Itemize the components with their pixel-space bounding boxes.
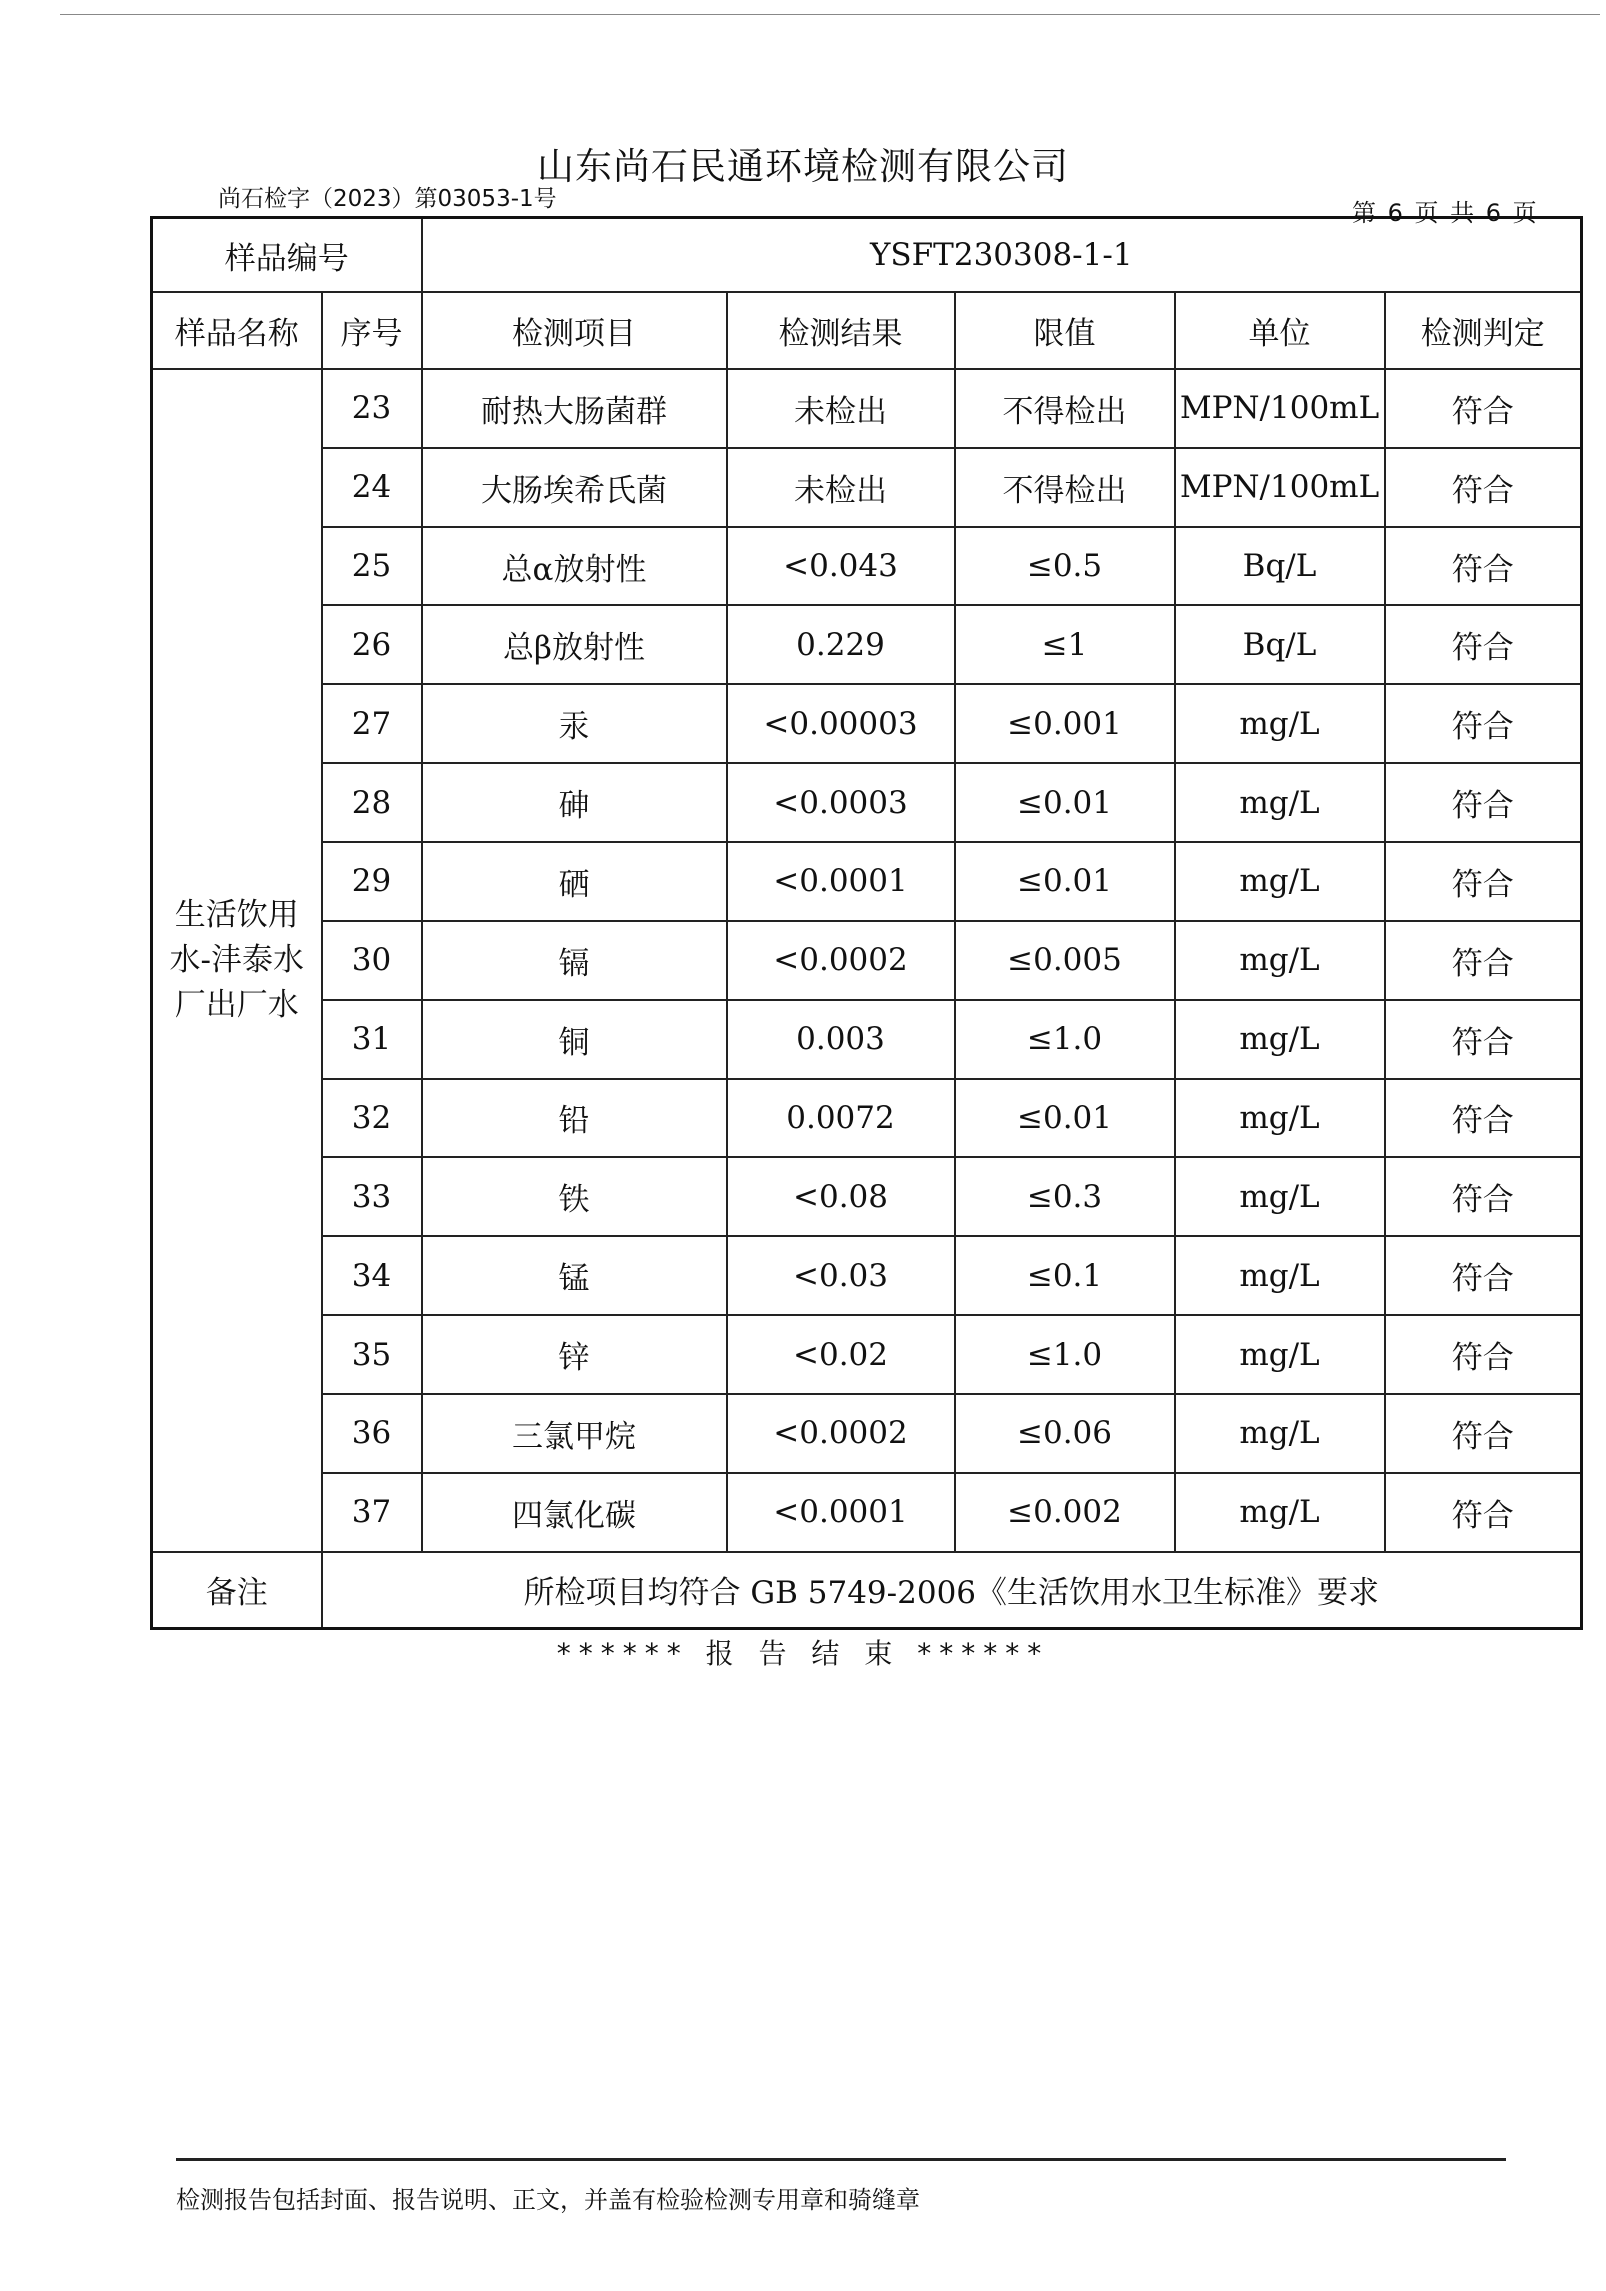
- cell-judge: 符合: [1385, 842, 1582, 921]
- cell-no: 26: [322, 605, 422, 684]
- cell-limit: ≤0.01: [955, 1079, 1175, 1158]
- footer-rule: [176, 2158, 1506, 2161]
- cell-unit: mg/L: [1175, 763, 1385, 842]
- col-no: 序号: [322, 292, 422, 369]
- cell-unit: MPN/100mL: [1175, 448, 1385, 527]
- cell-judge: 符合: [1385, 1394, 1582, 1473]
- cell-result: <0.0001: [727, 842, 955, 921]
- col-sample-name: 样品名称: [152, 292, 322, 369]
- cell-judge: 符合: [1385, 1315, 1582, 1394]
- cell-judge: 符合: [1385, 527, 1582, 606]
- cell-judge: 符合: [1385, 369, 1582, 448]
- cell-no: 27: [322, 684, 422, 763]
- cell-judge: 符合: [1385, 921, 1582, 1000]
- cell-no: 30: [322, 921, 422, 1000]
- cell-item: 铅: [422, 1079, 727, 1158]
- cell-unit: mg/L: [1175, 842, 1385, 921]
- report-end-mark: ****** 报 告 结 束 ******: [556, 1637, 1050, 1670]
- cell-unit: mg/L: [1175, 1079, 1385, 1158]
- company-name: 山东尚石民通环境检测有限公司: [537, 145, 1069, 188]
- cell-limit: ≤0.3: [955, 1157, 1175, 1236]
- cell-judge: 符合: [1385, 684, 1582, 763]
- table-row: [152, 684, 1582, 763]
- table-row: [152, 527, 1582, 606]
- col-judge: 检测判定: [1385, 292, 1582, 369]
- table-row: [152, 448, 1582, 527]
- cell-limit: ≤0.001: [955, 684, 1175, 763]
- cell-judge: 符合: [1385, 1079, 1582, 1158]
- cell-unit: mg/L: [1175, 684, 1385, 763]
- cell-item: 大肠埃希氏菌: [422, 448, 727, 527]
- cell-limit: ≤1.0: [955, 1315, 1175, 1394]
- col-limit: 限值: [955, 292, 1175, 369]
- remark-label: 备注: [152, 1552, 322, 1629]
- cell-item: 铁: [422, 1157, 727, 1236]
- cell-limit: ≤0.06: [955, 1394, 1175, 1473]
- cell-item: 锌: [422, 1315, 727, 1394]
- cell-unit: mg/L: [1175, 1236, 1385, 1315]
- cell-judge: 符合: [1385, 1236, 1582, 1315]
- cell-result: <0.0002: [727, 1394, 955, 1473]
- table-row: [152, 1000, 1582, 1079]
- sample-id-label: 样品编号: [152, 218, 422, 293]
- cell-limit: ≤0.002: [955, 1473, 1175, 1552]
- cell-no: 32: [322, 1079, 422, 1158]
- column-header-row: [152, 292, 1582, 369]
- cell-result: <0.03: [727, 1236, 955, 1315]
- sample-id-value: YSFT230308-1-1: [422, 218, 1582, 293]
- cell-no: 29: [322, 842, 422, 921]
- table-row: [152, 842, 1582, 921]
- page-info: 第 6 页 共 6 页: [1352, 199, 1539, 227]
- top-rule: [60, 14, 1600, 15]
- cell-judge: 符合: [1385, 763, 1582, 842]
- cell-unit: MPN/100mL: [1175, 369, 1385, 448]
- cell-unit: mg/L: [1175, 921, 1385, 1000]
- cell-unit: mg/L: [1175, 1157, 1385, 1236]
- cell-result: 未检出: [727, 369, 955, 448]
- cell-judge: 符合: [1385, 1000, 1582, 1079]
- cell-item: 耐热大肠菌群: [422, 369, 727, 448]
- cell-no: 25: [322, 527, 422, 606]
- cell-item: 硒: [422, 842, 727, 921]
- test-results-table: [150, 216, 1583, 1630]
- cell-no: 36: [322, 1394, 422, 1473]
- cell-limit: 不得检出: [955, 448, 1175, 527]
- cell-result: <0.02: [727, 1315, 955, 1394]
- cell-item: 锰: [422, 1236, 727, 1315]
- cell-judge: 符合: [1385, 1157, 1582, 1236]
- cell-item: 总α放射性: [422, 527, 727, 606]
- cell-no: 23: [322, 369, 422, 448]
- cell-result: 0.229: [727, 605, 955, 684]
- table-row: [152, 605, 1582, 684]
- table-row: [152, 921, 1582, 1000]
- cell-item: 砷: [422, 763, 727, 842]
- cell-result: <0.0001: [727, 1473, 955, 1552]
- remark-text: 所检项目均符合 GB 5749-2006《生活饮用水卫生标准》要求: [322, 1552, 1582, 1629]
- cell-result: <0.08: [727, 1157, 955, 1236]
- cell-unit: Bq/L: [1175, 527, 1385, 606]
- cell-item: 铜: [422, 1000, 727, 1079]
- cell-no: 37: [322, 1473, 422, 1552]
- cell-unit: mg/L: [1175, 1473, 1385, 1552]
- cell-result: <0.0002: [727, 921, 955, 1000]
- table-row: [152, 369, 1582, 448]
- cell-unit: Bq/L: [1175, 605, 1385, 684]
- cell-judge: 符合: [1385, 448, 1582, 527]
- report-number: 尚石检字（2023）第03053-1号: [218, 186, 557, 212]
- sample-name-cell: 生活饮用水-沣泰水厂出厂水: [152, 369, 322, 1552]
- cell-result: 未检出: [727, 448, 955, 527]
- cell-result: 0.0072: [727, 1079, 955, 1158]
- cell-result: <0.0003: [727, 763, 955, 842]
- col-result: 检测结果: [727, 292, 955, 369]
- cell-limit: 不得检出: [955, 369, 1175, 448]
- cell-no: 24: [322, 448, 422, 527]
- cell-limit: ≤1: [955, 605, 1175, 684]
- cell-judge: 符合: [1385, 605, 1582, 684]
- cell-limit: ≤1.0: [955, 1000, 1175, 1079]
- cell-no: 34: [322, 1236, 422, 1315]
- table-row: [152, 763, 1582, 842]
- table-row: [152, 1394, 1582, 1473]
- cell-result: 0.003: [727, 1000, 955, 1079]
- cell-item: 汞: [422, 684, 727, 763]
- cell-limit: ≤0.01: [955, 763, 1175, 842]
- table-row: [152, 1079, 1582, 1158]
- table-row: [152, 1157, 1582, 1236]
- cell-no: 31: [322, 1000, 422, 1079]
- cell-unit: mg/L: [1175, 1315, 1385, 1394]
- cell-no: 28: [322, 763, 422, 842]
- cell-judge: 符合: [1385, 1473, 1582, 1552]
- cell-no: 33: [322, 1157, 422, 1236]
- cell-item: 镉: [422, 921, 727, 1000]
- cell-limit: ≤0.005: [955, 921, 1175, 1000]
- remark-row: [152, 1552, 1582, 1629]
- cell-unit: mg/L: [1175, 1394, 1385, 1473]
- table-row: [152, 1473, 1582, 1552]
- col-item: 检测项目: [422, 292, 727, 369]
- cell-item: 总β放射性: [422, 605, 727, 684]
- table-row: [152, 1236, 1582, 1315]
- cell-result: <0.043: [727, 527, 955, 606]
- col-unit: 单位: [1175, 292, 1385, 369]
- cell-item: 四氯化碳: [422, 1473, 727, 1552]
- cell-limit: ≤0.5: [955, 527, 1175, 606]
- cell-result: <0.00003: [727, 684, 955, 763]
- table-row: [152, 1315, 1582, 1394]
- cell-limit: ≤0.01: [955, 842, 1175, 921]
- cell-no: 35: [322, 1315, 422, 1394]
- footer-note: 检测报告包括封面、报告说明、正文，并盖有检验检测专用章和骑缝章: [176, 2186, 920, 2214]
- cell-limit: ≤0.1: [955, 1236, 1175, 1315]
- cell-item: 三氯甲烷: [422, 1394, 727, 1473]
- cell-unit: mg/L: [1175, 1000, 1385, 1079]
